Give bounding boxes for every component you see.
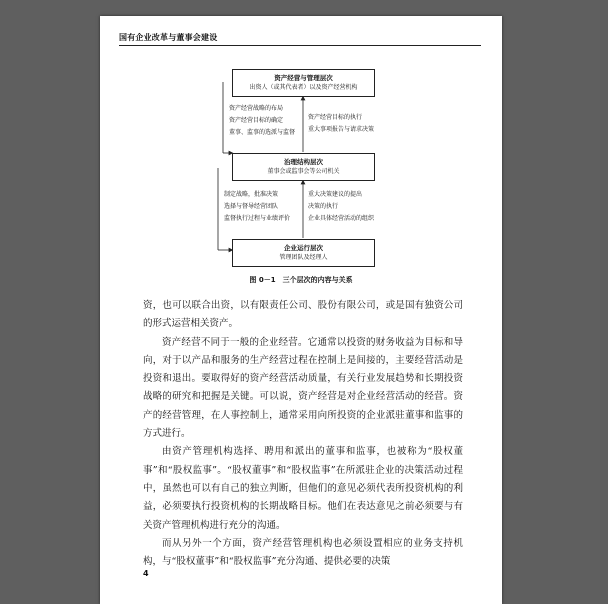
header-rule	[119, 45, 481, 46]
relation-line: 重大决策建议的提出	[308, 191, 363, 198]
box3-title: 企业运行层次	[284, 244, 323, 252]
box-governance-level	[232, 153, 375, 181]
box1-subtitle: 出资人（或其代表者）以及资产经营机构	[249, 84, 358, 91]
box3-subtitle: 管理团队及经理人	[279, 254, 328, 261]
box-operation-level	[232, 239, 375, 267]
box2-subtitle: 董事会或监事会等公司机关	[267, 168, 340, 175]
relation-line: 制定战略，批准决策	[224, 191, 279, 198]
relation-down-1	[229, 103, 295, 139]
relation-line: 资产经营目标的确定	[229, 117, 284, 124]
box2-title: 治理结构层次	[284, 158, 323, 166]
relation-line: 重大事项报告与请求决策	[308, 126, 375, 133]
page-number: 4	[143, 569, 149, 578]
diagram-arrows	[100, 16, 502, 276]
body-text	[143, 297, 463, 571]
running-header: 国有企业改革与董事会建设	[119, 33, 218, 42]
box1-title: 资产经营与管理层次	[274, 74, 333, 82]
relation-line: 选择与督导经营团队	[224, 203, 279, 210]
figure-caption: 图 0－1 三个层次的内容与关系	[249, 276, 353, 284]
relation-line: 企业具体经营活动的组织	[308, 215, 375, 222]
relation-down-2	[224, 189, 290, 225]
document-page	[100, 16, 502, 604]
paragraph: 由资产管理机构选择、聘用和派出的董事和监事，也被称为“股权董事”和“股权监事”。“股权董事”和“股权监事”在所派驻企业的决策活动过程中，虽然也可以有自己的独立判断，但他们的意见必须代表所投资机构的利益，必须要执行投资机构的长期战略目标。他们在表达意见之前必须要与有关资产管理机构进行充分的沟通。	[143, 446, 463, 531]
paragraph: 资，也可以联合出资，以有限责任公司、股份有限公司，或是国有独资公司的形式运营相关资产。	[143, 300, 463, 330]
relation-up-2	[308, 189, 374, 225]
paragraph: 资产经营不同于一般的企业经营。它通常以投资的财务收益为目标和导向，对于以产品和服务的生产经营过程在控制上是间接的，主要经营活动是投资和退出。要取得好的资产经营活动质量，有关行业发展趋势和长期投资战略的研究和把握是关键。可以说，资产经营是对企业经营活动的经营。资产的经营管理，在人事控制上，通常采用向所投资的企业派驻董事和监事的方式进行。	[143, 336, 463, 440]
relation-line: 董事、监事的选派与监督	[229, 129, 296, 136]
relation-line: 资产经营战略的布局	[229, 105, 284, 112]
relation-up-1	[308, 112, 374, 136]
relation-line: 监督执行过程与业绩评价	[224, 215, 291, 222]
paragraph: 而从另外一个方面，资产经营管理机构也必须设置相应的业务支持机构，与“股权董事”和“股权监事”充分沟通、提供必要的决策	[143, 537, 463, 568]
relation-line: 决策的执行	[308, 203, 339, 210]
box-asset-management-level	[232, 69, 375, 97]
relation-line: 资产经营目标的执行	[308, 114, 363, 121]
